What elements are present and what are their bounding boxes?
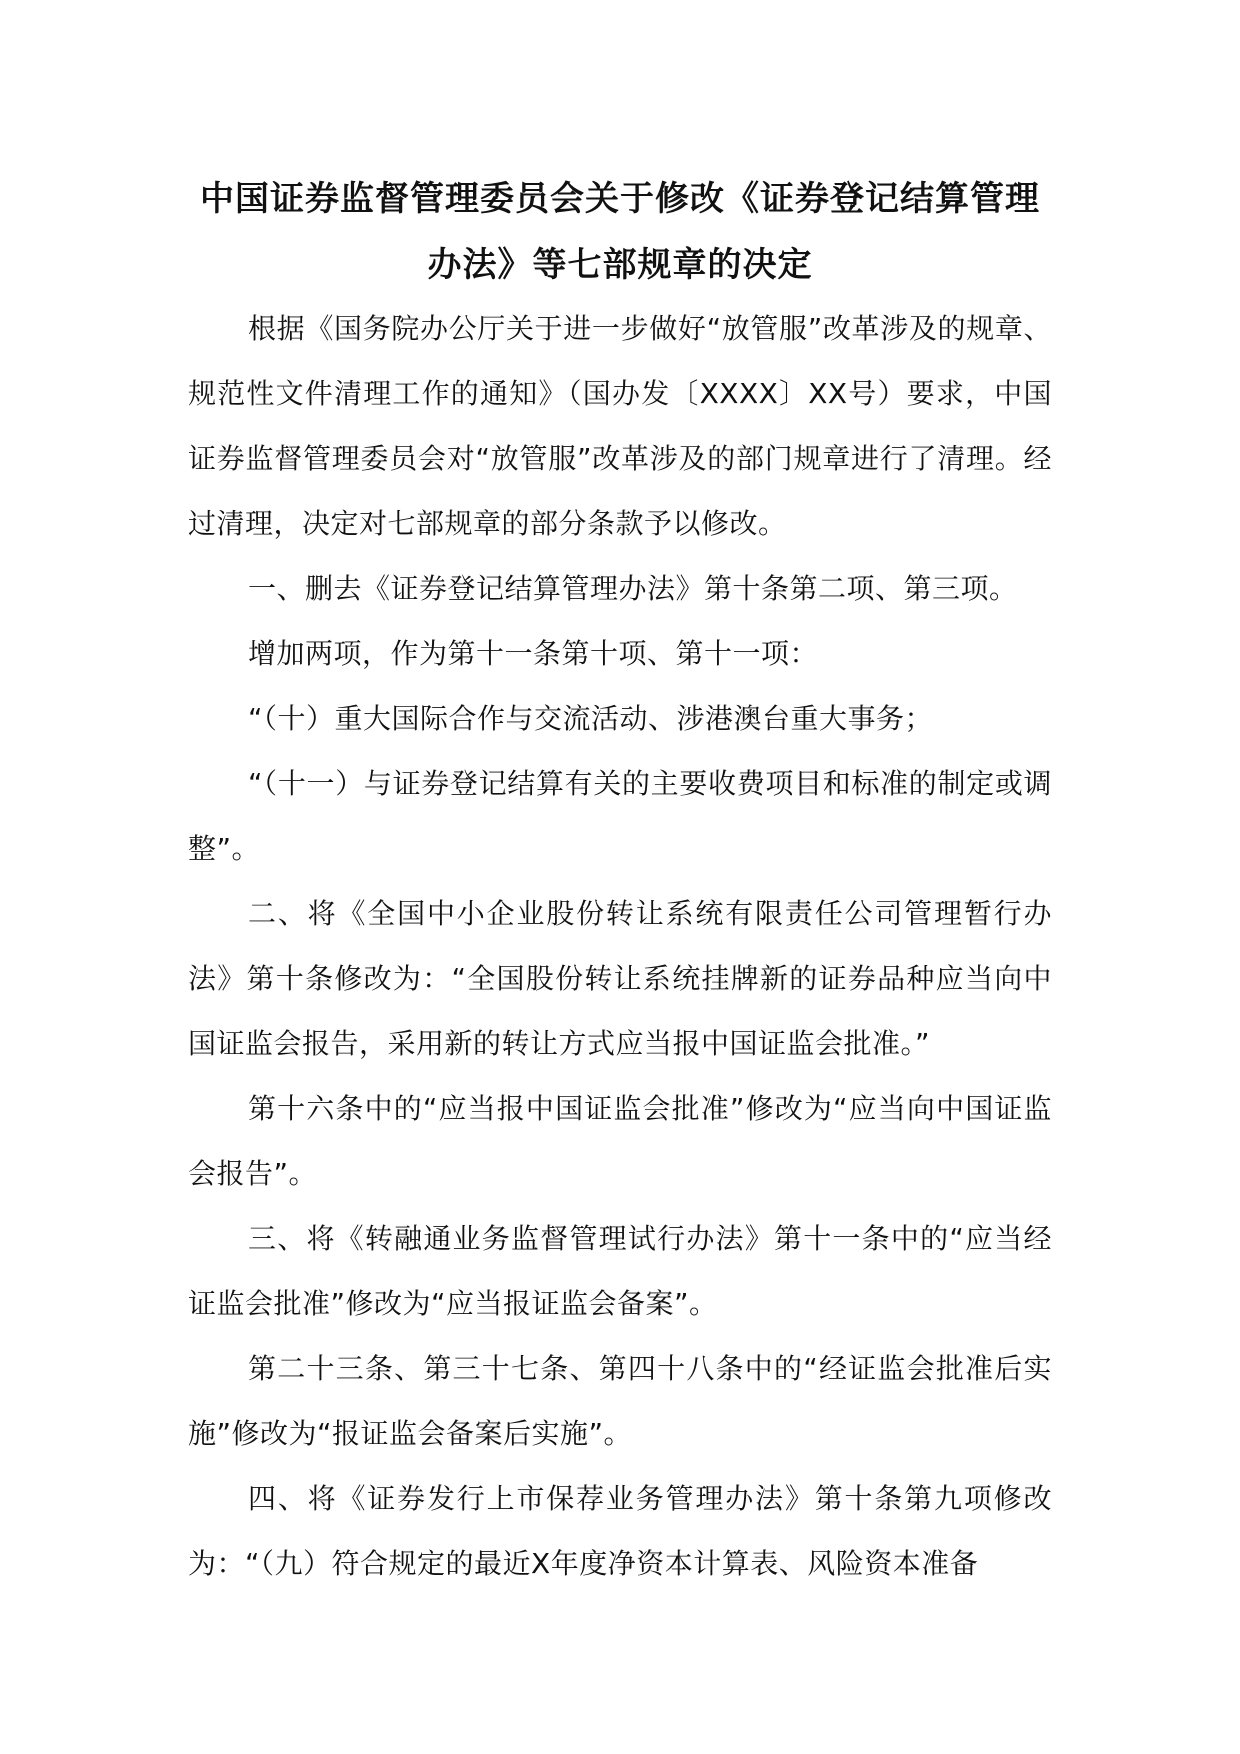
paragraph-item-3-articles: 第二十三条、第三十七条、第四十八条中的“经证监会批准后实施”修改为“报证监会备案后实施”。 [188, 1352, 1052, 1450]
paragraph-item-1-sub-10: “（十）重大国际合作与交流活动、涉港澳台重大事务； [248, 702, 934, 735]
paragraph-item-4: 四、将《证券发行上市保荐业务管理办法》第十条第九项修改为：“（九）符合规定的最近X年度净资本计算表、风险资本准备 [188, 1482, 1052, 1580]
paragraph-item-1: 一、删去《证券登记结算管理办法》第十条第二项、第三项。 [248, 572, 1018, 605]
paragraph-item-1-sub-11: “（十一）与证券登记结算有关的主要收费项目和标准的制定或调整”。 [188, 767, 1052, 865]
paragraph-item-2-art16: 第十六条中的“应当报中国证监会批准”修改为“应当向中国证监会报告”。 [188, 1092, 1052, 1190]
title-line-1: 中国证券监督管理委员会关于修改《证券登记结算管理 [200, 179, 1040, 219]
paragraph-preamble: 根据《国务院办公厅关于进一步做好“放管服”改革涉及的规章、规范性文件清理工作的通知》（国办发〔XXXX〕XX号）要求，中国证券监督管理委员会对“放管服”改革涉及的部门规章进行了清理。经过清理，决定对七部规章的部分条款予以修改。 [188, 312, 1052, 540]
title-line-2: 办法》等七部规章的决定 [427, 245, 813, 285]
document-title [188, 166, 1052, 298]
paragraph-item-2: 二、将《全国中小企业股份转让系统有限责任公司管理暂行办法》第十条修改为：“全国股份转让系统挂牌新的证券品种应当向中国证监会报告，采用新的转让方式应当报中国证监会批准。” [188, 897, 1052, 1060]
document-body [188, 296, 1052, 1596]
paragraph-item-1-add: 增加两项，作为第十一条第十项、第十一项： [248, 637, 819, 670]
paragraph-item-3: 三、将《转融通业务监督管理试行办法》第十一条中的“应当经证监会批准”修改为“应当报证监会备案”。 [188, 1222, 1052, 1320]
